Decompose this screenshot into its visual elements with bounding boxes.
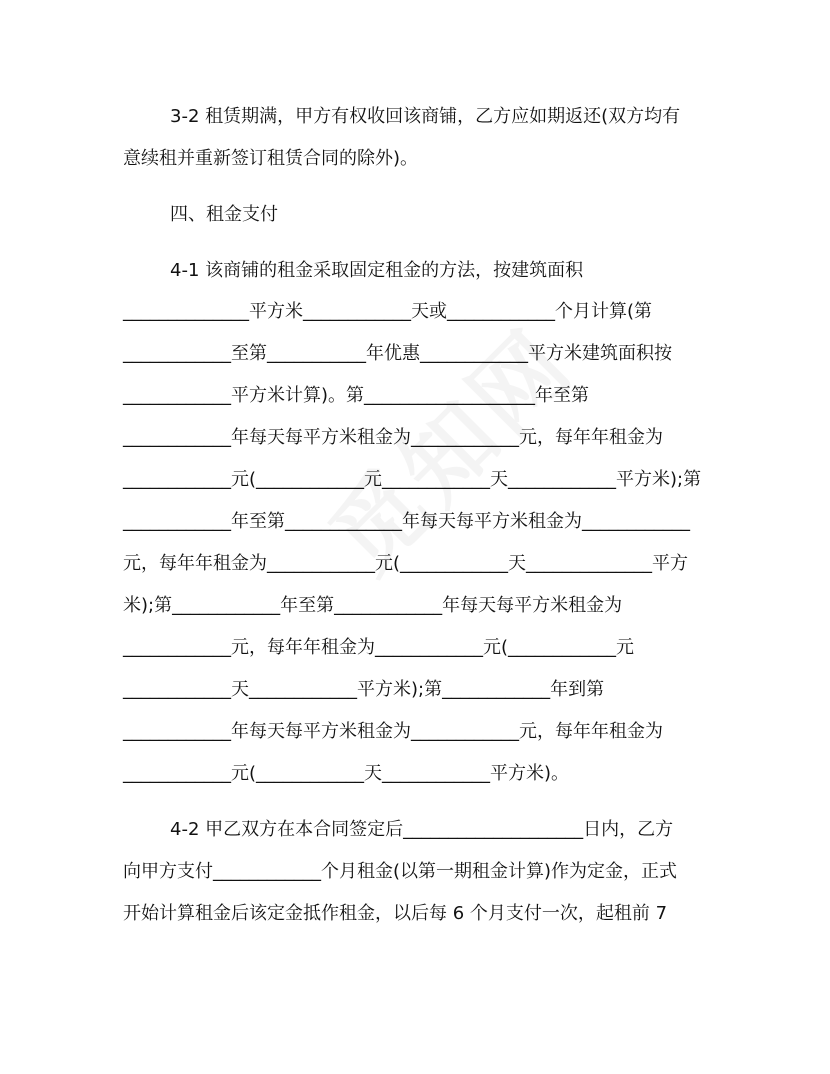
- clause-4-1-line-12: ____________年每天每平方米租金为____________元，每年年租金为: [123, 721, 663, 742]
- clause-4-2-line-3: 开始计算租金后该定金抵作租金，以后每 6 个月支付一次，起租前 7: [123, 903, 668, 924]
- clause-4-1-line-3: ____________至第___________年优惠____________平方米建筑面积按: [123, 343, 672, 364]
- clause-4-1-line-1: 4-1 该商铺的租金采取固定租金的方法，按建筑面积: [170, 260, 584, 281]
- clause-4-1-line-9: 米);第____________年至第____________年每天每平方米租金为: [123, 595, 623, 616]
- section-heading-rent-payment: 四、租金支付: [170, 204, 278, 225]
- clause-4-2-line-1: 4-2 甲乙双方在本合同签定后____________________日内，乙方: [170, 819, 674, 840]
- clause-4-1-line-2: ______________平方米____________天或____________个月计算(第: [123, 301, 653, 322]
- clause-3-2-line-1: 3-2 租赁期满，甲方有权收回该商铺，乙方应如期返还(双方均有: [170, 106, 681, 127]
- clause-4-1-line-10: ____________元，每年年租金为____________元(____________元: [123, 637, 635, 658]
- clause-4-1-line-4: ____________平方米计算)。第___________________年至第: [123, 385, 590, 406]
- clause-4-1-line-8: 元，每年年租金为____________元(____________天______________平方: [123, 553, 689, 574]
- clause-4-1-line-13: ____________元(____________天____________平方米)。: [123, 763, 570, 784]
- clause-4-1-line-11: ____________天____________平方米);第____________年到第: [123, 679, 605, 700]
- clause-4-1-line-5: ____________年每天每平方米租金为____________元，每年年租金为: [123, 427, 663, 448]
- clause-3-2-line-2: 意续租并重新签订租赁合同的除外)。: [123, 148, 419, 169]
- clause-4-2-line-2: 向甲方支付____________个月租金(以第一期租金计算)作为定金，正式: [123, 861, 678, 882]
- clause-4-1-line-7: ____________年至第_____________年每天每平方米租金为____________: [123, 511, 690, 532]
- clause-4-1-line-6: ____________元(____________元____________天____________平方米);第: [123, 469, 702, 490]
